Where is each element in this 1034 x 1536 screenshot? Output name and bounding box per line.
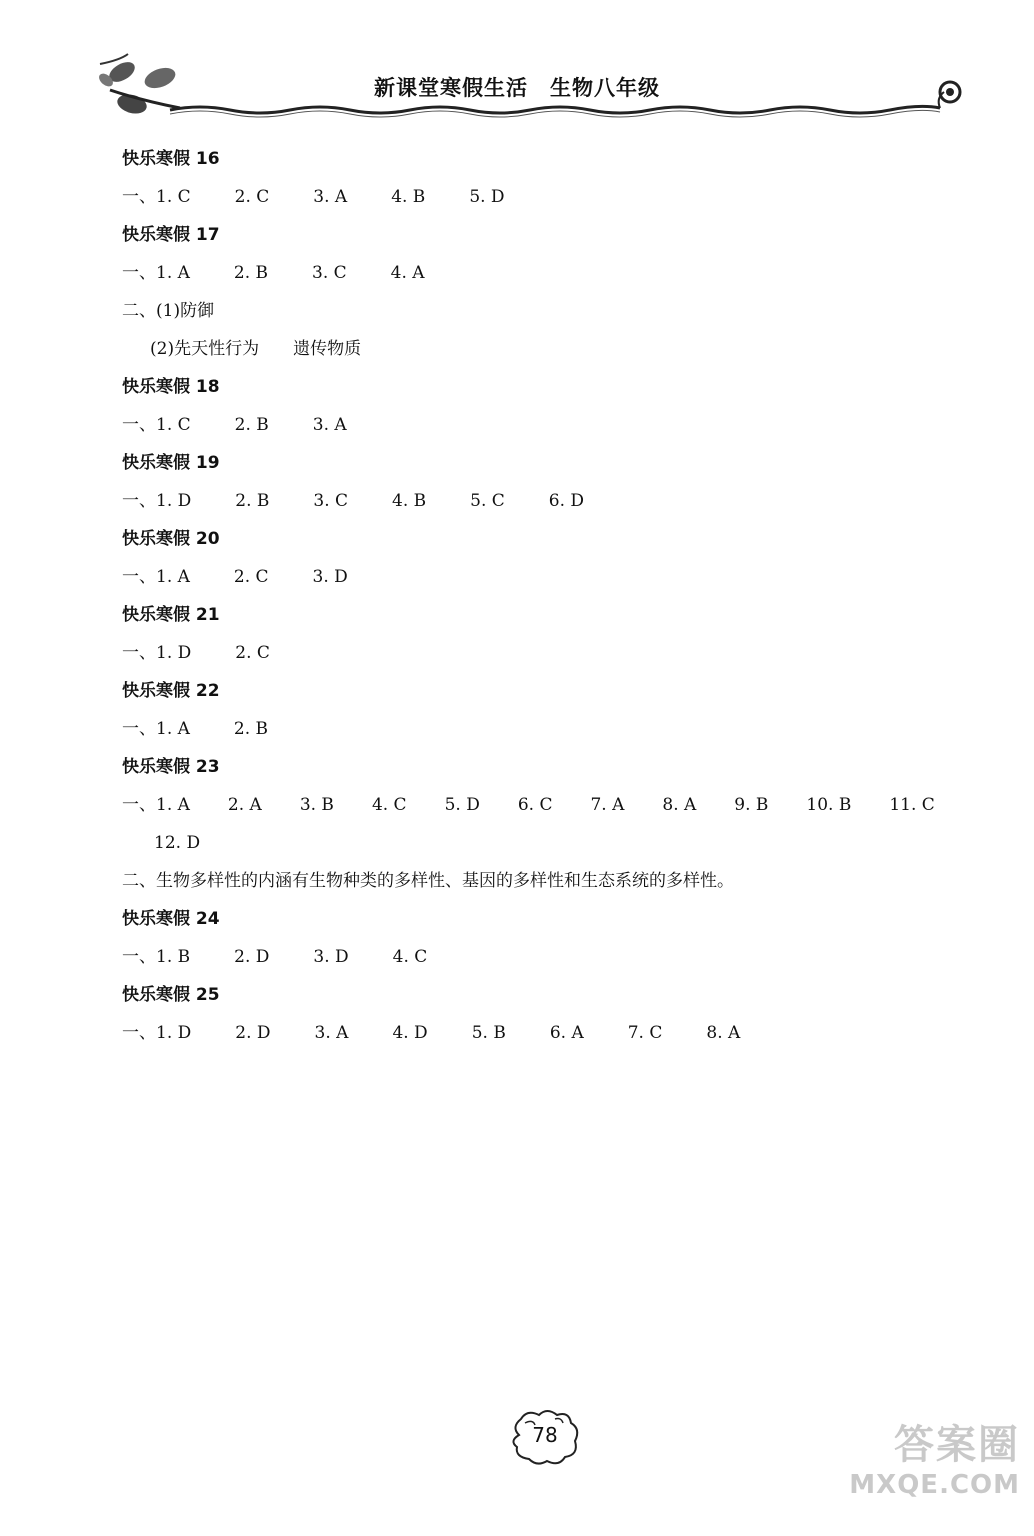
section-title: 快乐寒假 19: [122, 453, 220, 473]
section-title: 快乐寒假 17: [122, 225, 220, 245]
section-title: 快乐寒假 22: [122, 681, 220, 701]
answer-text: 二、(1)防御: [122, 301, 215, 321]
section-title: 快乐寒假 16: [122, 149, 220, 169]
header-title: 新课堂寒假生活 生物八年级: [374, 76, 660, 100]
section-title: 快乐寒假 20: [122, 529, 220, 549]
watermark-cn: 答案圈: [894, 1422, 1020, 1468]
answer-row: 一、1. B 2. D 3. D 4. C: [122, 947, 428, 967]
answer-row: 一、1. A 2. B: [122, 719, 269, 739]
watermark-en: MXQE.COM: [849, 1470, 1020, 1500]
section-title: 快乐寒假 25: [122, 985, 220, 1005]
answer-row: 一、1. A 2. A 3. B 4. C 5. D 6. C 7. A 8. A 9. B 10. B 11. C: [122, 795, 935, 815]
section-title: 快乐寒假 21: [122, 605, 220, 625]
answer-content: [122, 140, 942, 1052]
page-number: 78: [532, 1423, 558, 1447]
watermark: [830, 1420, 1020, 1530]
answer-row: 12. D: [154, 833, 201, 853]
section-title: 快乐寒假 23: [122, 757, 220, 777]
answer-text: 二、生物多样性的内涵有生物种类的多样性、基因的多样性和生态系统的多样性。: [122, 871, 734, 891]
page-number-badge: [505, 1405, 585, 1469]
answer-row: 一、1. D 2. C: [122, 643, 270, 663]
answer-row: 一、1. C 2. C 3. A 4. B 5. D: [122, 187, 505, 207]
answer-row: 一、1. A 2. C 3. D: [122, 567, 348, 587]
answer-row: 一、1. D 2. D 3. A 4. D 5. B 6. A 7. C 8. A: [122, 1023, 741, 1043]
page-header: [0, 0, 1034, 140]
section-title: 快乐寒假 24: [122, 909, 220, 929]
answer-row: 一、1. A 2. B 3. C 4. A: [122, 263, 425, 283]
section-title: 快乐寒假 18: [122, 377, 220, 397]
answer-row: 一、1. C 2. B 3. A: [122, 415, 347, 435]
answer-text: (2)先天性行为 遗传物质: [150, 339, 362, 359]
vine-ornament-icon: [0, 0, 1034, 140]
answer-row: 一、1. D 2. B 3. C 4. B 5. C 6. D: [122, 491, 585, 511]
